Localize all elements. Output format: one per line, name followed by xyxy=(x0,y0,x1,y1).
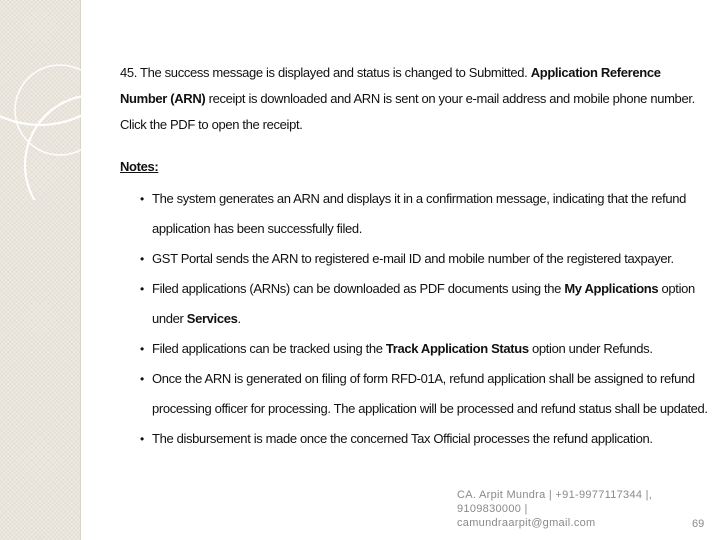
note-text: GST Portal sends the ARN to registered e-mail ID and mobile number of the registered taxpayer. xyxy=(152,251,674,266)
note-text: . xyxy=(237,311,241,326)
page-number: 69 xyxy=(692,518,705,530)
my-applications-bold: My Applications xyxy=(564,281,659,296)
footer-line: CA. Arpit Mundra | +91-9977117344 |, xyxy=(457,489,653,501)
notes-colon: : xyxy=(154,159,159,174)
step-45-text: 45. The success message is displayed and status is changed to Submitted. xyxy=(120,65,531,80)
step-45-text-cont: receipt is downloaded and ARN is sent on your e-mail address and mobile phone number. Click the PDF to open the receipt. xyxy=(120,91,695,132)
list-item xyxy=(152,334,710,364)
arn-bold-text: Application Reference Number (ARN) xyxy=(120,65,661,106)
list-item xyxy=(152,364,710,424)
list-item xyxy=(152,274,710,334)
list-item xyxy=(152,184,710,244)
note-text: option under xyxy=(152,281,695,326)
footer-contact xyxy=(457,488,677,530)
note-text: Filed applications can be tracked using the xyxy=(152,341,386,356)
step-45-paragraph xyxy=(120,60,710,138)
notes-heading xyxy=(120,154,710,180)
notes-list xyxy=(120,184,710,454)
note-text: The disbursement is made once the concerned Tax Official processes the refund application. xyxy=(152,431,653,446)
decorative-sidebar xyxy=(0,0,80,540)
note-text: Filed applications (ARNs) can be downloaded as PDF documents using the xyxy=(152,281,565,296)
list-item xyxy=(152,424,710,454)
slide-content xyxy=(120,60,710,454)
sidebar-divider xyxy=(80,0,81,540)
note-text: The system generates an ARN and displays it in a confirmation message, indicating that the refund application has been successfully filed. xyxy=(152,191,687,236)
footer-email: camundraarpit@gmail.com xyxy=(457,517,596,529)
track-status-bold: Track Application Status xyxy=(385,341,529,356)
footer-line: 9109830000 | xyxy=(457,503,528,515)
services-bold: Services xyxy=(186,311,238,326)
note-text: Once the ARN is generated on filing of form RFD-01A, refund application shall be assigned to refund processing officer for processing. The application will be processed and refund status shall be updated. xyxy=(152,371,708,416)
note-text: option under Refunds. xyxy=(528,341,653,356)
list-item xyxy=(152,244,710,274)
notes-heading-label: Notes xyxy=(120,159,155,174)
